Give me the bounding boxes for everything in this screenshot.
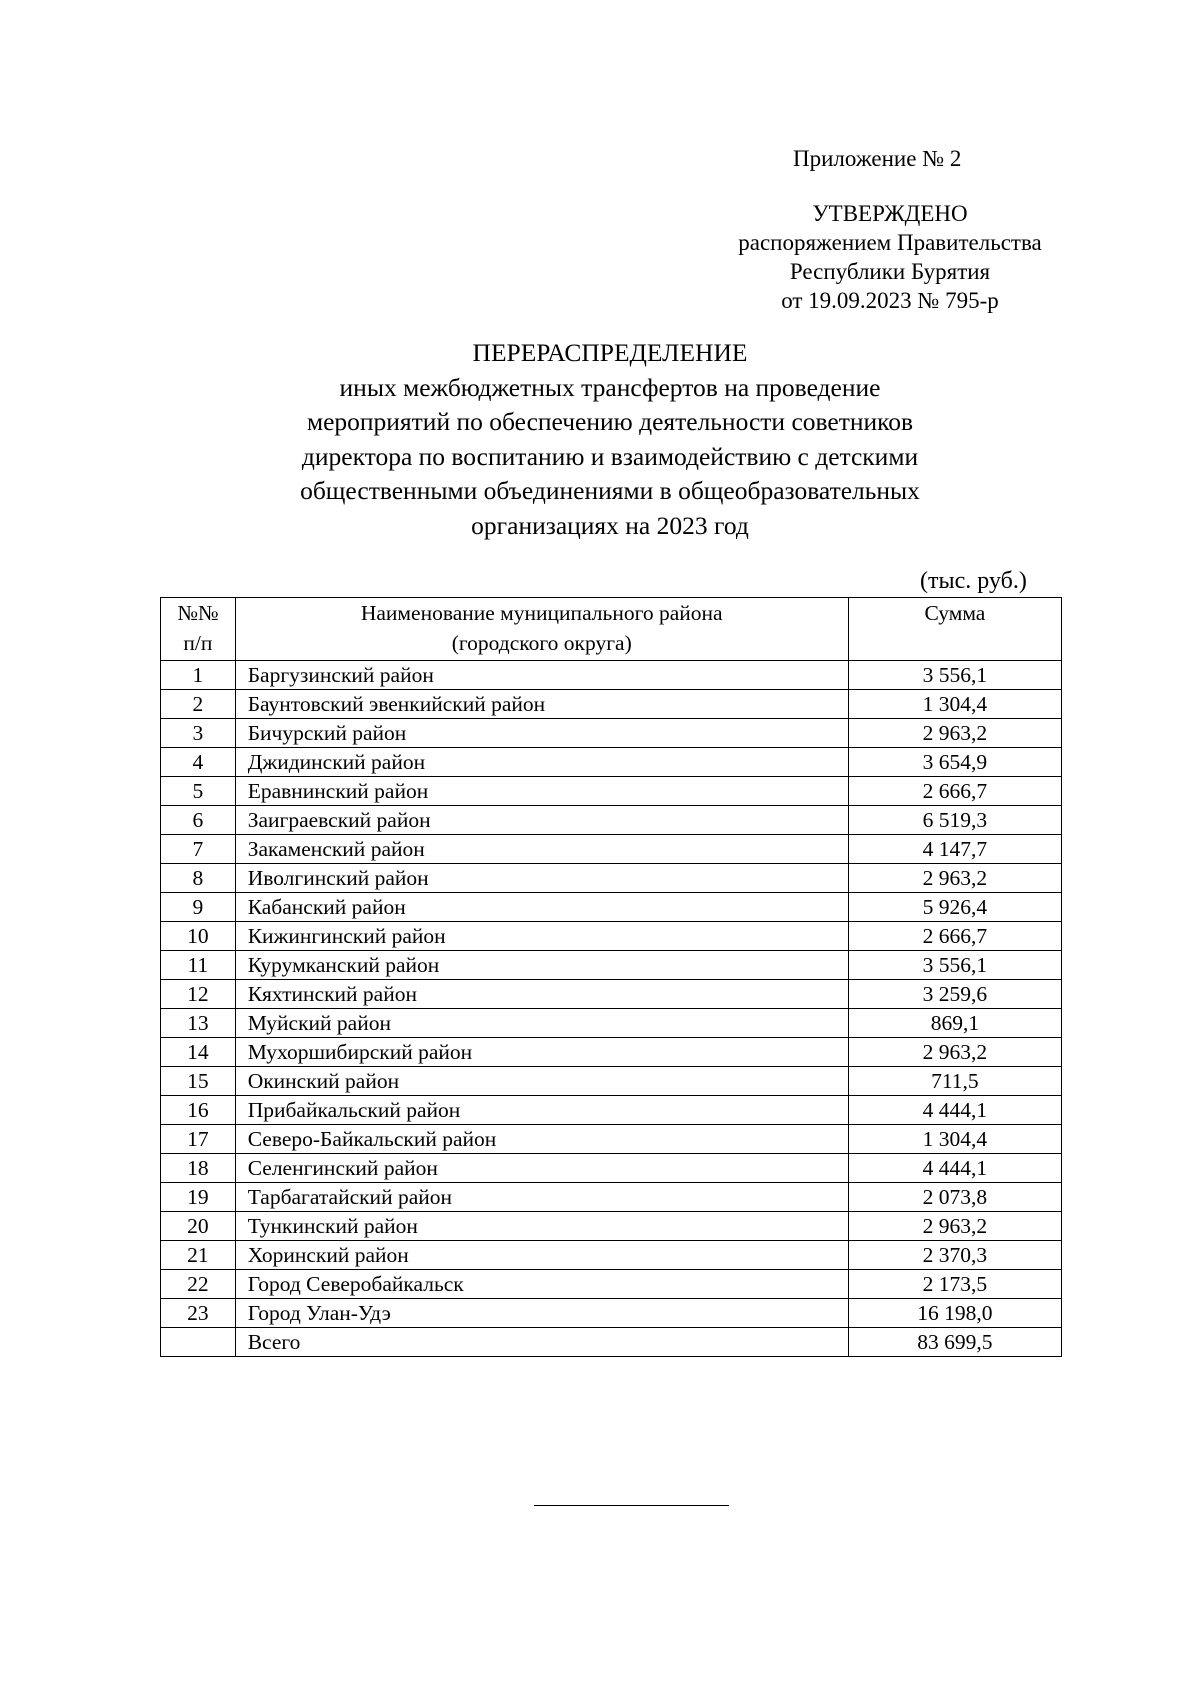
table-row: [161, 1154, 1062, 1183]
row-sum: 2 666,7: [848, 922, 1061, 951]
row-district: Мухоршибирский район: [235, 1038, 848, 1067]
table-row: [161, 1009, 1062, 1038]
row-number: 3: [161, 719, 236, 748]
row-district: Еравнинский район: [235, 777, 848, 806]
table-row: [161, 1212, 1062, 1241]
table-row: [161, 719, 1062, 748]
row-sum: 1 304,4: [848, 690, 1061, 719]
row-sum: 6 519,3: [848, 806, 1061, 835]
row-number: 14: [161, 1038, 236, 1067]
header-number-line1: №№: [177, 601, 219, 625]
row-number: 11: [161, 951, 236, 980]
row-district: Баргузинский район: [235, 661, 848, 690]
title-line: директора по воспитанию и взаимодействию с детскими: [301, 441, 919, 471]
row-district: Прибайкальский район: [235, 1096, 848, 1125]
row-number: 19: [161, 1183, 236, 1212]
row-district: Окинский район: [235, 1067, 848, 1096]
appendix-label: Приложение № 2: [793, 146, 962, 171]
row-sum: 2 963,2: [848, 864, 1061, 893]
row-district: Бичурский район: [235, 719, 848, 748]
title-line: мероприятий по обеспечению деятельности советников: [306, 407, 914, 436]
header-name-line1: Наименование муниципального района: [360, 601, 723, 625]
row-number: 15: [161, 1067, 236, 1096]
table-row: [161, 864, 1062, 893]
row-sum: 3 259,6: [848, 980, 1061, 1009]
table-row: [161, 1096, 1062, 1125]
header-name: [235, 598, 848, 661]
row-sum: 2 963,2: [848, 1038, 1061, 1067]
row-district: Город Улан-Удэ: [235, 1299, 848, 1328]
total-number: [161, 1328, 236, 1357]
row-number: 4: [161, 748, 236, 777]
row-district: Иволгинский район: [235, 864, 848, 893]
row-number: 23: [161, 1299, 236, 1328]
row-sum: 2 963,2: [848, 1212, 1061, 1241]
row-sum: 3 556,1: [848, 951, 1061, 980]
approval-line: от 19.09.2023 № 795-р: [781, 288, 999, 313]
table-total-row: [161, 1328, 1062, 1357]
approval-block: [700, 199, 1080, 315]
table-row: [161, 1067, 1062, 1096]
table-row: [161, 893, 1062, 922]
row-number: 22: [161, 1270, 236, 1299]
document-title: [160, 336, 1060, 543]
table-header-row: [161, 598, 1062, 661]
table-body: [161, 661, 1062, 1357]
row-sum: 711,5: [848, 1067, 1061, 1096]
row-sum: 1 304,4: [848, 1125, 1061, 1154]
row-sum: 3 556,1: [848, 661, 1061, 690]
row-number: 16: [161, 1096, 236, 1125]
header-number-line2: п/п: [183, 631, 213, 655]
row-number: 10: [161, 922, 236, 951]
title-line: иных межбюджетных трансфертов на проведение: [339, 372, 881, 402]
row-number: 7: [161, 835, 236, 864]
row-sum: 4 147,7: [848, 835, 1061, 864]
row-number: 6: [161, 806, 236, 835]
row-district: Тункинский район: [235, 1212, 848, 1241]
table-row: [161, 1241, 1062, 1270]
table-row: [161, 922, 1062, 951]
table-row: [161, 748, 1062, 777]
row-number: 17: [161, 1125, 236, 1154]
row-sum: 4 444,1: [848, 1154, 1061, 1183]
row-number: 9: [161, 893, 236, 922]
row-district: Кяхтинский район: [235, 980, 848, 1009]
row-sum: 869,1: [848, 1009, 1061, 1038]
row-district: Тарбагатайский район: [235, 1183, 848, 1212]
header-name-line2: (городского округа): [451, 631, 632, 655]
approval-line: распоряжением Правительства: [738, 230, 1042, 255]
row-district: Хоринский район: [235, 1241, 848, 1270]
row-sum: 3 654,9: [848, 748, 1061, 777]
row-sum: 2 073,8: [848, 1183, 1061, 1212]
row-number: 8: [161, 864, 236, 893]
header-number: [161, 598, 236, 661]
table-row: [161, 1125, 1062, 1154]
row-district: Закаменский район: [235, 835, 848, 864]
row-district: Курумканский район: [235, 951, 848, 980]
transfers-table: [160, 597, 1062, 1357]
row-sum: 2 963,2: [848, 719, 1061, 748]
row-number: 2: [161, 690, 236, 719]
title-line: общественными объединениями в общеобразовательных: [300, 476, 920, 505]
footer-divider: [534, 1505, 729, 1506]
table-row: [161, 1299, 1062, 1328]
table-row: [161, 1038, 1062, 1067]
row-number: 1: [161, 661, 236, 690]
table-row: [161, 835, 1062, 864]
table-row: [161, 777, 1062, 806]
row-number: 18: [161, 1154, 236, 1183]
row-number: 21: [161, 1241, 236, 1270]
row-number: 12: [161, 980, 236, 1009]
table-row: [161, 806, 1062, 835]
row-sum: 5 926,4: [848, 893, 1061, 922]
table-row: [161, 690, 1062, 719]
row-district: Баунтовский эвенкийский район: [235, 690, 848, 719]
row-number: 13: [161, 1009, 236, 1038]
row-district: Селенгинский район: [235, 1154, 848, 1183]
row-sum: 16 198,0: [848, 1299, 1061, 1328]
row-district: Заиграевский район: [235, 806, 848, 835]
row-number: 5: [161, 777, 236, 806]
row-sum: 2 173,5: [848, 1270, 1061, 1299]
table-row: [161, 1183, 1062, 1212]
row-district: Кабанский район: [235, 893, 848, 922]
row-sum: 2 370,3: [848, 1241, 1061, 1270]
table-row: [161, 951, 1062, 980]
row-district: Северо-Байкальский район: [235, 1125, 848, 1154]
title-line: организациях на 2023 год: [471, 510, 749, 540]
total-sum: 83 699,5: [848, 1328, 1061, 1357]
approval-line: УТВЕРЖДЕНО: [812, 201, 968, 226]
row-number: 20: [161, 1212, 236, 1241]
table-row: [161, 661, 1062, 690]
table-row: [161, 980, 1062, 1009]
title-line: ПЕРЕРАСПРЕДЕЛЕНИЕ: [472, 338, 748, 367]
row-sum: 2 666,7: [848, 777, 1061, 806]
row-district: Город Северобайкальск: [235, 1270, 848, 1299]
row-sum: 4 444,1: [848, 1096, 1061, 1125]
row-district: Джидинский район: [235, 748, 848, 777]
units-label: (тыс. руб.): [920, 568, 1027, 594]
table-row: [161, 1270, 1062, 1299]
total-label: Всего: [235, 1328, 848, 1357]
approval-line: Республики Бурятия: [789, 259, 991, 284]
row-district: Муйский район: [235, 1009, 848, 1038]
row-district: Кижингинский район: [235, 922, 848, 951]
header-sum: Сумма: [848, 598, 1061, 661]
